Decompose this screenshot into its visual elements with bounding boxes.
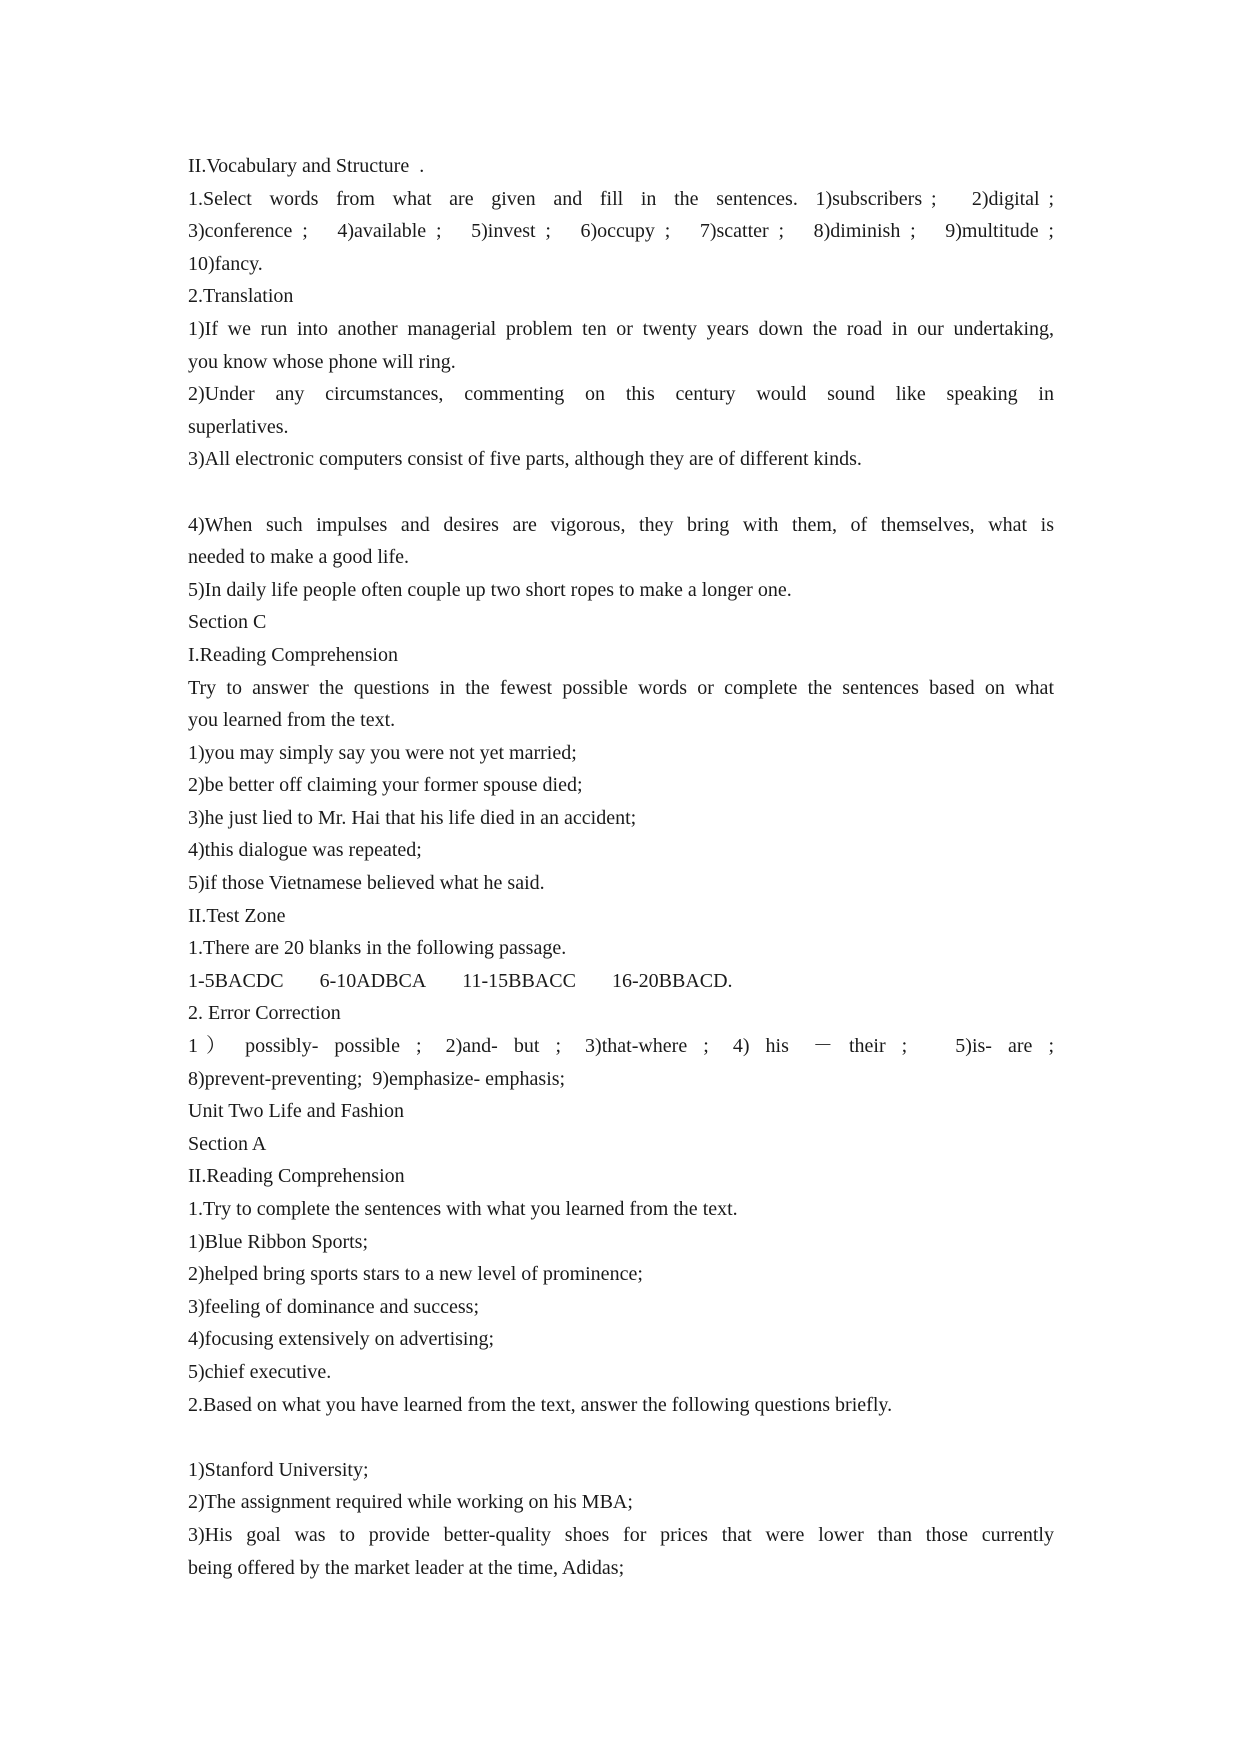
text-line: 4)When such impulses and desires are vigorous, they bring with them, of themselves, what is [188,513,1054,536]
text-line: 2)Under any circumstances, commenting on this century would sound like speaking in [188,383,1054,406]
text-line: you know whose phone will ring. [188,350,456,373]
text-line: needed to make a good life. [188,546,410,569]
text-line: 3)All electronic computers consist of five parts, although they are of different kinds. [188,448,862,471]
answer-item: 2)be better off claiming your former spouse died; [188,774,583,797]
answer-key-1-5: 1-5BACDC [188,969,284,992]
section-heading-vocabulary: II.Vocabulary and Structure . [188,155,425,177]
text-line: Try to answer the questions in the fewest possible words or complete the sentences based on what [188,676,1054,699]
answer-item: 3)His goal was to provide better-quality shoes for prices that were lower than those currently [188,1523,1054,1546]
answer-item: 2)helped bring sports stars to a new level of prominence; [188,1263,643,1286]
text-line: 8)prevent-preventing; 9)emphasize- emphasis; [188,1067,566,1090]
answer-item: 4)this dialogue was repeated; [188,839,422,862]
subheading-reading-comprehension: II.Reading Comprehension [188,1165,405,1188]
answer-item: 2)The assignment required while working on his MBA; [188,1491,633,1514]
section-heading-c: Section C [188,611,267,634]
text-line: 1 ） possibly- possible ; 2)and- but ; 3)that-where ; 4) his － their ; 5)is- are ; [188,1035,1054,1058]
section-heading-a: Section A [188,1132,267,1155]
text-line: 1.There are 20 blanks in the following passage. [188,937,567,960]
answer-item: 1)Blue Ribbon Sports; [188,1230,369,1253]
text-line: 1.Try to complete the sentences with what you learned from the text. [188,1198,738,1220]
answer-item: 1)you may simply say you were not yet married; [188,741,577,764]
text-line: 1.Select words from what are given and fill in the sentences. 1)subscribers ; 2)digital ; [188,187,1054,210]
subheading-error-correction: 2. Error Correction [188,1002,341,1025]
subheading-translation: 2.Translation [188,285,294,308]
answer-item: 5)if those Vietnamese believed what he said. [188,872,545,895]
answer-item: 4)focusing extensively on advertising; [188,1328,495,1351]
answer-key-6-10: 6-10ADBCA [319,969,427,992]
text-line: 3)conference ; 4)available ; 5)invest ; 6)occupy ; 7)scatter ; 8)diminish ; 9)multitude ; [188,220,1054,243]
document-page [188,150,1054,1584]
answer-item: 3)he just lied to Mr. Hai that his life died in an accident; [188,806,637,829]
text-line: you learned from the text. [188,709,396,732]
text-line: superlatives. [188,415,289,438]
answer-key-16-20: 16-20BBACD. [611,969,733,992]
text-line: 5)In daily life people often couple up two short ropes to make a longer one. [188,578,792,601]
subheading-reading-comprehension: I.Reading Comprehension [188,643,398,666]
unit-title: Unit Two Life and Fashion [188,1100,404,1123]
blank-line [188,476,1054,509]
answer-item: 5)chief executive. [188,1360,332,1383]
answer-item: 3)feeling of dominance and success; [188,1295,480,1318]
answer-key-11-15: 11-15BBACC [462,969,576,992]
text-line: being offered by the market leader at the time, Adidas; [188,1556,625,1579]
subheading-test-zone: II.Test Zone [188,904,286,927]
blank-line [188,1421,1054,1454]
answer-item: 1)Stanford University; [188,1458,369,1481]
text-line: 1)If we run into another managerial problem ten or twenty years down the road in our undertaking, [188,317,1054,340]
answer-key-row [188,965,1054,998]
text-line: 10)fancy. [188,252,263,275]
text-line: 2.Based on what you have learned from the text, answer the following questions briefly. [188,1393,893,1416]
